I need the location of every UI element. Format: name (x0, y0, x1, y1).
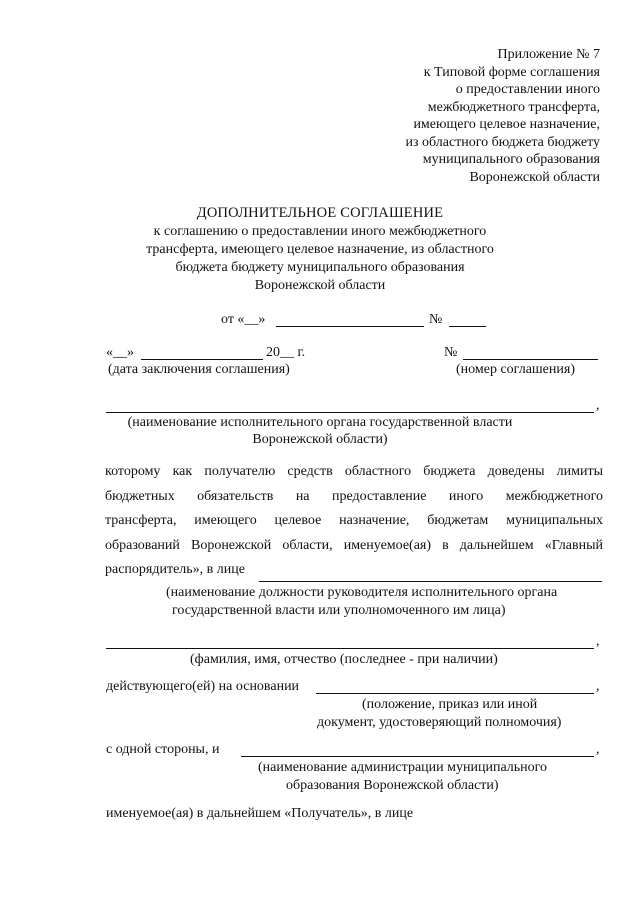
paragraph-line: образований Воронежской области, именуемое(ая) в дальнейшем «Главный (105, 537, 603, 553)
executive-body-caption: (наименование исполнительного органа государственной власти (127, 415, 513, 430)
one-side-comma: , (596, 742, 600, 757)
agreement-number-caption: (номер соглашения) (456, 362, 575, 377)
annex-line: Приложение № 7 (497, 47, 600, 62)
full-name-caption: (фамилия, имя, отчество (последнее - при наличии) (190, 652, 498, 667)
basis-label: действующего(ей) на основании (106, 679, 300, 694)
conclusion-quote-label: «__» (106, 345, 134, 360)
annex-line: о предоставлении иного (455, 82, 600, 97)
agreement-number-label: № (444, 345, 458, 360)
full-name-blank-line[interactable] (106, 648, 594, 649)
annex-line: к Типовой форме соглашения (423, 64, 600, 80)
municipal-admin-blank-line[interactable] (241, 756, 594, 757)
annex-line: Воронежской области (469, 169, 600, 185)
head-position-caption: государственной власти или уполномоченного им лица) (172, 603, 506, 618)
date-blank-line[interactable] (276, 326, 424, 327)
number-blank-line[interactable] (449, 326, 486, 327)
date-ot-label: от «__» (221, 312, 266, 327)
executive-body-caption: Воронежской области) (252, 432, 388, 447)
conclusion-year-label: 20__ г. (266, 345, 306, 360)
annex-line: имеющего целевое назначение, (413, 117, 600, 132)
document-subtitle-line: трансферта, имеющего целевое назначение, из областного (146, 242, 494, 257)
annex-line: из областного бюджета бюджету (405, 134, 600, 150)
executive-body-comma: , (596, 398, 600, 413)
number-label: № (429, 312, 443, 327)
one-side-label: с одной стороны, и (106, 742, 220, 757)
annex-line: муниципального образования (422, 152, 600, 167)
document-subtitle-line: к соглашению о предоставлении иного межбюджетного (153, 224, 487, 239)
head-position-caption: (наименование должности руководителя исполнительного органа (166, 585, 558, 600)
paragraph-line: трансферта, имеющего целевое назначение, бюджетам муниципальных (105, 513, 603, 528)
conclusion-date-blank-line[interactable] (141, 359, 263, 360)
main-paragraph (105, 460, 603, 583)
paragraph-last-line: распорядитель», в лице (105, 562, 245, 577)
annex-line: межбюджетного трансферта, (427, 99, 600, 115)
document-subtitle-line: Воронежской области (254, 278, 386, 293)
head-position-blank-line[interactable] (259, 581, 602, 582)
annex-block (405, 46, 600, 186)
recipient-text: именуемое(ая) в дальнейшем «Получатель», в лице (106, 806, 414, 821)
basis-comma: , (596, 679, 600, 694)
municipal-admin-caption: (наименование администрации муниципального (258, 760, 548, 775)
municipal-admin-caption: образования Воронежской области) (286, 778, 499, 793)
basis-blank-line[interactable] (316, 693, 594, 694)
agreement-number-blank-line[interactable] (463, 359, 598, 360)
conclusion-date-caption: (дата заключения соглашения) (108, 362, 290, 377)
document-subtitle-line: бюджета бюджету муниципального образования (175, 260, 465, 275)
basis-caption: (положение, приказ или иной (362, 697, 538, 712)
paragraph-line: бюджетных обязательств на предоставление иного межбюджетного (105, 488, 603, 504)
full-name-comma: , (596, 634, 600, 649)
paragraph-line: которому как получателю средств областного бюджета доведены лимиты (105, 464, 603, 479)
basis-caption: документ, удостоверяющий полномочия) (317, 715, 562, 730)
document-title: ДОПОЛНИТЕЛЬНОЕ СОГЛАШЕНИЕ (196, 205, 444, 221)
executive-body-blank-line[interactable] (106, 412, 594, 413)
